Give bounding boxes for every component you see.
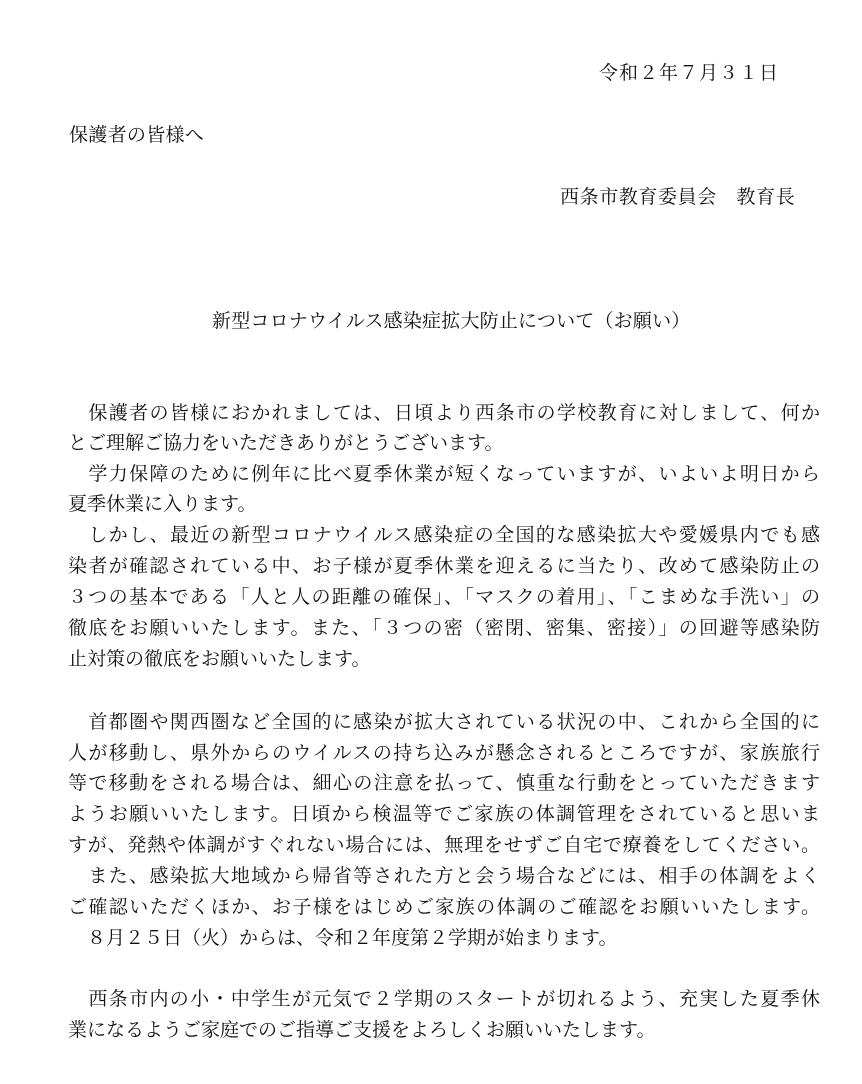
- document-title: 新型コロナウイルス感染症拡大防止について（お願い）: [212, 310, 691, 332]
- body-line: 人が移動し、県外からのウイルスの持ち込みが懸念されるところですが、家族旅行: [68, 742, 820, 764]
- body-line: 業になるようご家庭でのご指導ご支援をよろしくお願いいたします。: [68, 1019, 656, 1041]
- body-line: ご確認いただくほか、お子様をはじめご家族の体調のご確認をお願いいたします。: [68, 896, 820, 918]
- recipient-line: 保護者の皆様へ: [69, 124, 205, 146]
- body-line: ようお願いいたします。日頃から検温等でご家族の体調管理をされていると思いま: [68, 803, 820, 825]
- body-line: 等で移動をされる場合は、細心の注意を払って、慎重な行動をとっていただきます: [68, 772, 820, 794]
- sender-line: 西条市教育委員会 教育長: [560, 186, 796, 208]
- body-line: 学力保障のために例年に比べ夏季休業が短くなっていますが、いよいよ明日から: [68, 463, 820, 485]
- document-date: 令和２年７月３１日: [599, 62, 780, 84]
- body-line: ８月２５日（火）からは、令和２年度第２学期が始まります。: [68, 927, 618, 949]
- body-line: ３つの基本である「人と人の距離の確保」、「マスクの着用」、「こまめな手洗い」の: [68, 586, 820, 608]
- body-line: とご理解ご協力をいただきありがとうございます。: [68, 432, 504, 454]
- body-line: 止対策の徹底をお願いいたします。: [68, 648, 371, 670]
- body-line: 西条市内の小・中学生が元気で２学期のスタートが切れるよう、充実した夏季休: [68, 988, 820, 1010]
- body-line: 染者が確認されている中、お子様が夏季休業を迎えるに当たり、改めて感染防止の: [68, 555, 820, 577]
- body-line: また、感染拡大地域から帰省等された方と会う場合などには、相手の体調をよく: [68, 865, 820, 887]
- body-line: 保護者の皆様におかれましては、日頃より西条市の学校教育に対しまして、何か: [68, 402, 820, 424]
- body-line: 首都圏や関西圏など全国的に感染が拡大されている状況の中、これから全国的に: [68, 711, 820, 733]
- body-line: 徹底をお願いいたします。また、「３つの密（密閉、密集、密接）」の回避等感染防: [68, 617, 820, 639]
- body-line: しかし、最近の新型コロナウイルス感染症の全国的な感染拡大や愛媛県内でも感: [68, 524, 820, 546]
- body-line: 夏季休業に入ります。: [68, 493, 257, 515]
- body-line: すが、発熱や体調がすぐれない場合には、無理をせずご自宅で療養をしてください。: [68, 834, 820, 856]
